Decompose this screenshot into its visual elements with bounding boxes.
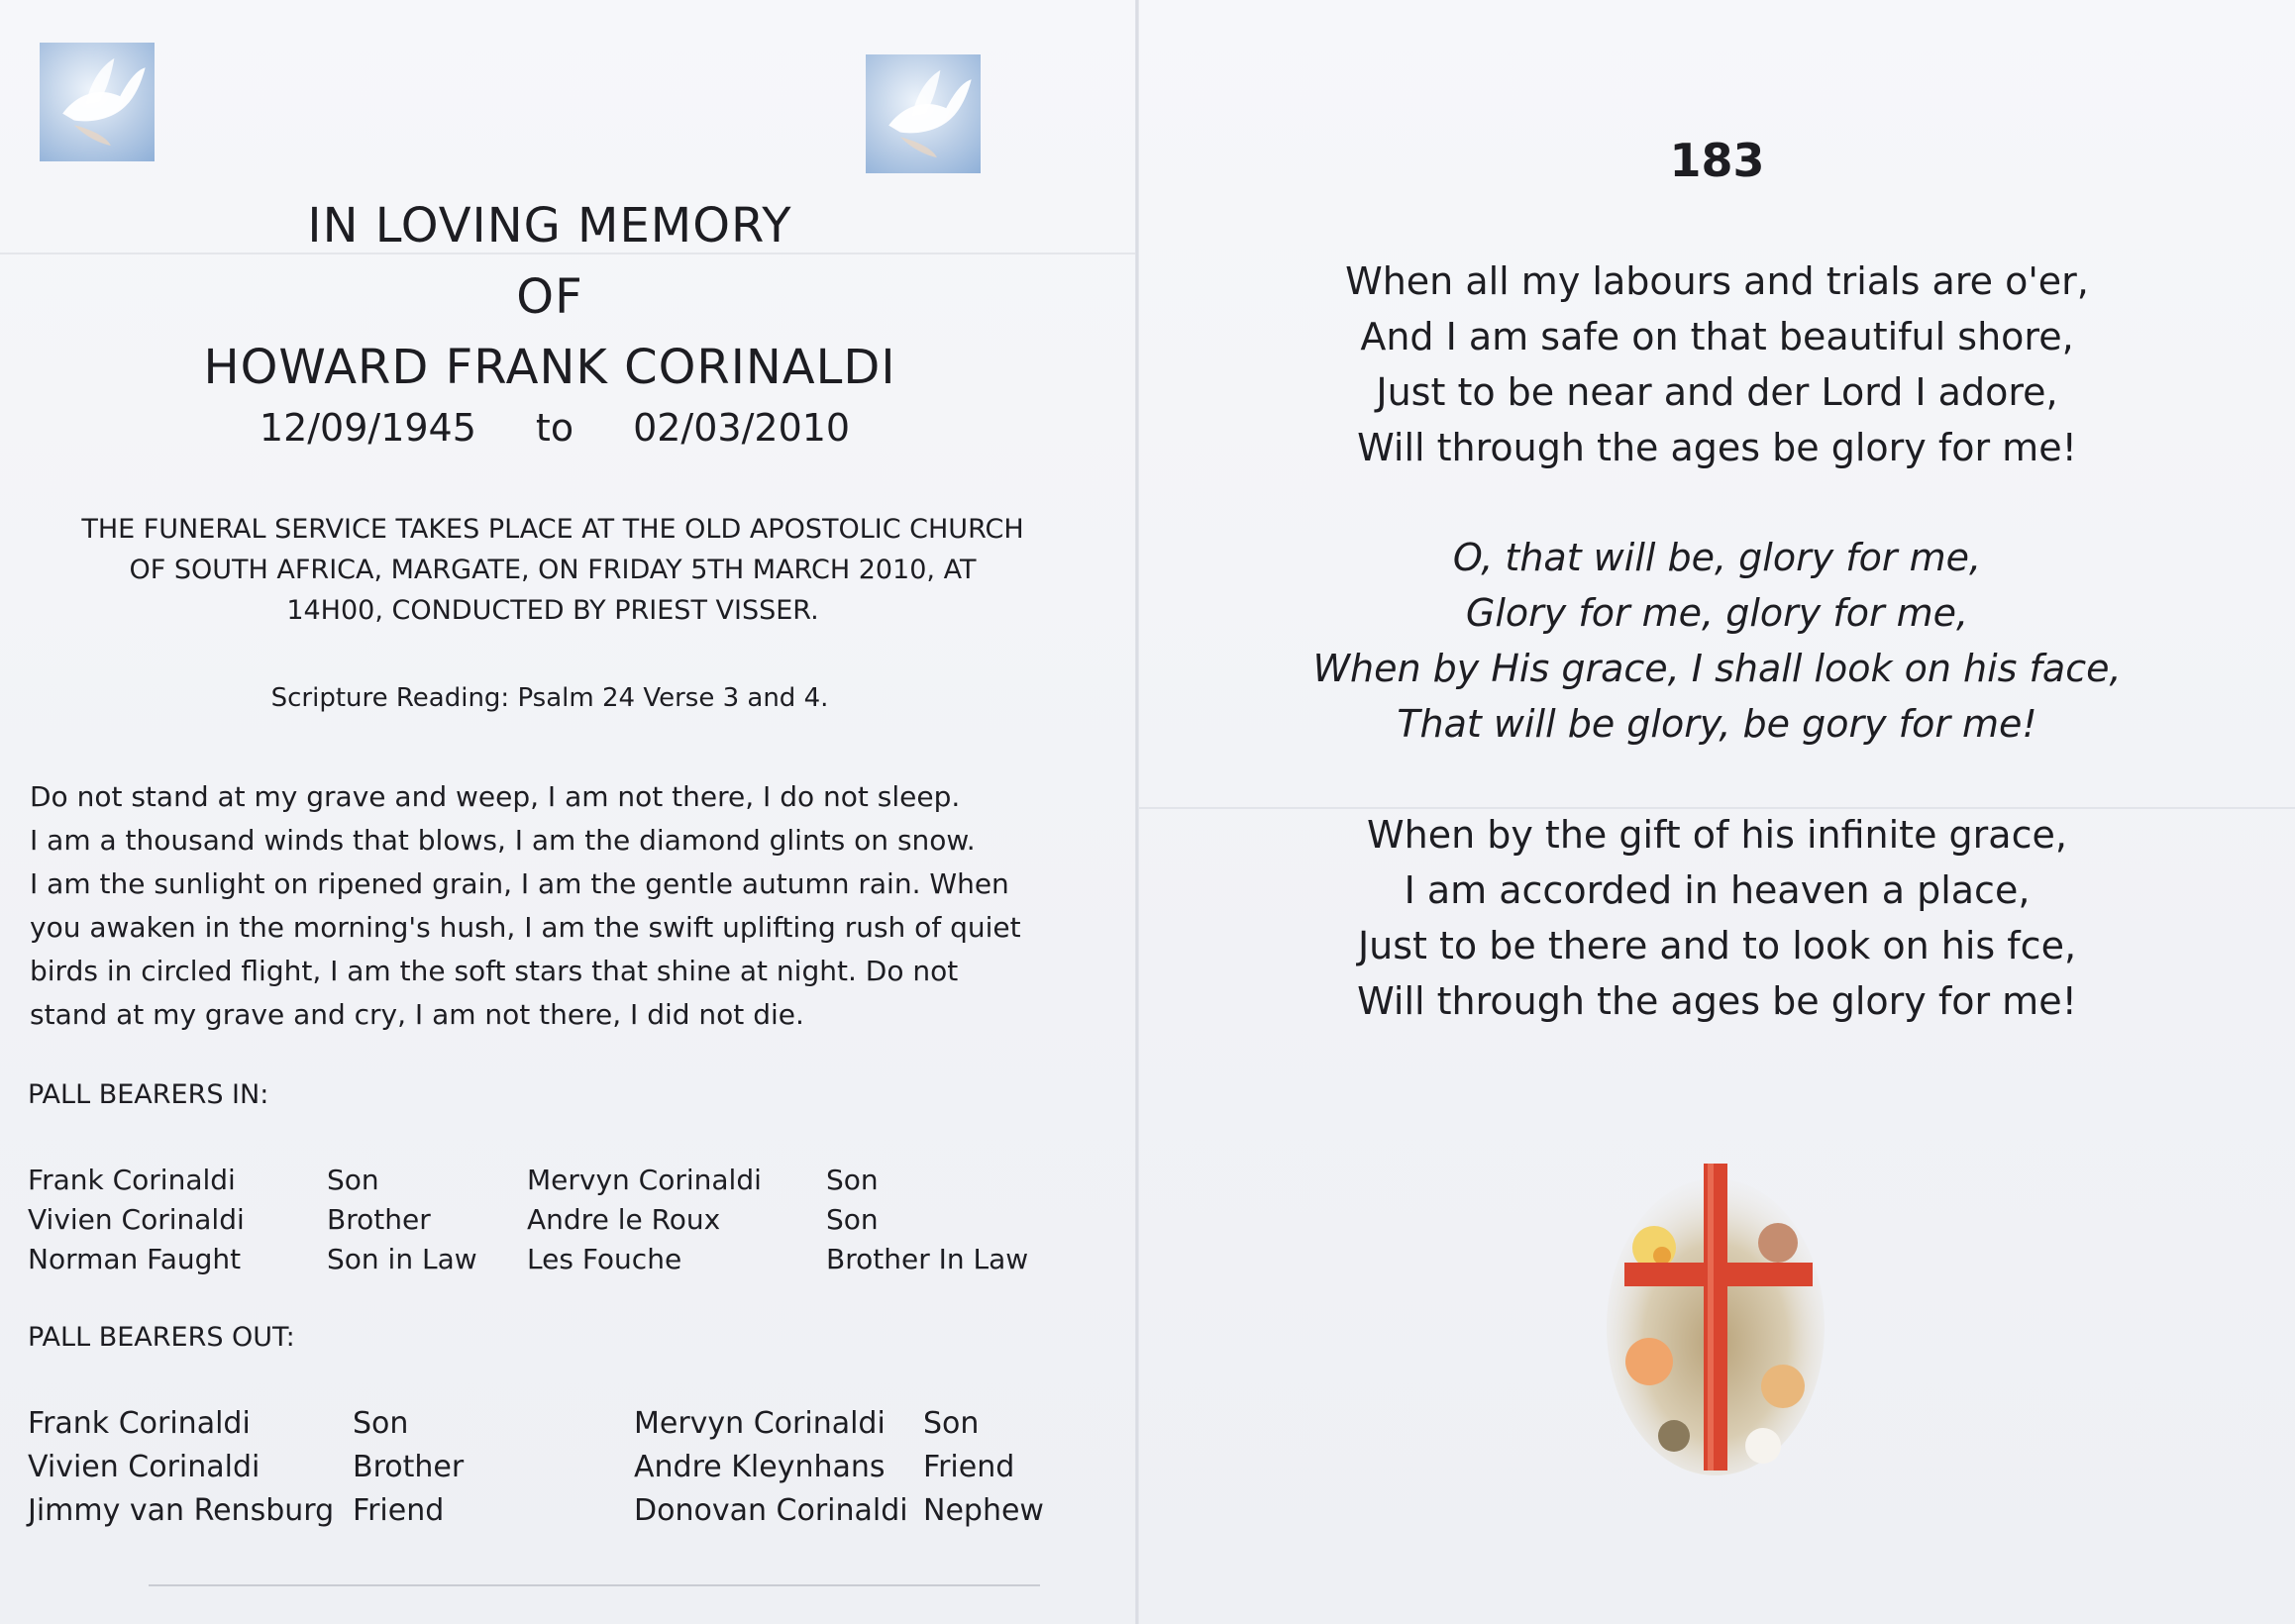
chorus-line: That will be glory, be gory for me! <box>1397 702 2037 746</box>
poem-line: stand at my grave and cry, I am not there, I did not die. <box>30 998 804 1031</box>
date-separator: to <box>535 406 574 450</box>
death-date: 02/03/2010 <box>633 406 851 450</box>
memorial-heading-of: OF <box>516 269 583 325</box>
bearer-relation: Brother In Law <box>826 1243 1029 1275</box>
bearer-relation: Brother <box>327 1203 431 1236</box>
service-line: 14H00, CONDUCTED BY PRIEST VISSER. <box>286 595 819 626</box>
bearer-name: Andre le Roux <box>527 1203 721 1236</box>
poem-line: you awaken in the morning's hush, I am the swift uplifting rush of quiet <box>30 911 1021 944</box>
bearer-relation: Brother <box>353 1450 465 1484</box>
poem-line: I am a thousand winds that blows, I am the diamond glints on snow. <box>30 824 976 857</box>
stanza-line: Will through the ages be glory for me! <box>1357 426 2077 469</box>
dove-icon <box>40 43 155 161</box>
poem-line: I am the sunlight on ripened grain, I am the gentle autumn rain. When <box>30 867 1009 900</box>
cross-with-flowers-icon <box>1605 1149 1827 1475</box>
chorus-line: When by His grace, I shall look on his face, <box>1312 647 2122 690</box>
hymn-number: 183 <box>1669 134 1765 187</box>
bearer-name: Jimmy van Rensburg <box>28 1493 335 1528</box>
bearer-relation: Friend <box>353 1493 445 1528</box>
bearer-name: Donovan Corinaldi <box>634 1493 908 1528</box>
bearer-name: Mervyn Corinaldi <box>634 1406 886 1441</box>
bearer-relation: Son <box>327 1164 379 1196</box>
stanza-line: Will through the ages be glory for me! <box>1357 979 2077 1023</box>
stanza-line: Just to be there and to look on his fce, <box>1357 924 2077 967</box>
divider <box>149 1584 1040 1586</box>
memorial-heading: IN LOVING MEMORY <box>307 198 792 254</box>
poem-line: Do not stand at my grave and weep, I am not there, I do not sleep. <box>30 780 961 813</box>
pall-bearers-in-label: PALL BEARERS IN: <box>28 1079 269 1110</box>
pall-bearers-out-table <box>28 1406 1117 1545</box>
dove-icon <box>866 54 981 173</box>
stanza-line: I am accorded in heaven a place, <box>1404 868 2031 912</box>
chorus-line: Glory for me, glory for me, <box>1465 591 1969 635</box>
stanza-line: And I am safe on that beautiful shore, <box>1360 315 2074 358</box>
bearer-name: Frank Corinaldi <box>28 1406 251 1441</box>
bearer-relation: Son <box>923 1406 980 1441</box>
bearer-relation: Son <box>826 1164 879 1196</box>
memorial-poem <box>30 775 1080 1037</box>
bearer-name: Frank Corinaldi <box>28 1164 236 1196</box>
pall-bearers-in-table <box>28 1164 1117 1292</box>
stanza-line: Just to be near and der Lord I adore, <box>1376 370 2058 414</box>
bearer-name: Andre Kleynhans <box>634 1450 886 1484</box>
bearer-relation: Son <box>826 1203 879 1236</box>
service-details <box>28 509 1078 631</box>
left-page <box>0 0 1137 1624</box>
bearer-name: Vivien Corinaldi <box>28 1203 245 1236</box>
service-line: OF SOUTH AFRICA, MARGATE, ON FRIDAY 5TH MARCH 2010, AT <box>129 555 977 585</box>
bearer-name: Vivien Corinaldi <box>28 1450 261 1484</box>
poem-line: birds in circled flight, I am the soft stars that shine at night. Do not <box>30 955 959 987</box>
stanza-line: When all my labours and trials are o'er, <box>1345 259 2089 303</box>
hymn-stanza <box>1139 807 2295 1029</box>
right-page <box>1139 0 2295 1624</box>
service-line: THE FUNERAL SERVICE TAKES PLACE AT THE OLD APOSTOLIC CHURCH <box>81 514 1024 545</box>
bearer-relation: Son in Law <box>327 1243 477 1275</box>
stanza-line: When by the gift of his infinite grace, <box>1367 813 2067 857</box>
bearer-relation: Nephew <box>923 1493 1044 1528</box>
chorus-line: O, that will be, glory for me, <box>1452 536 1982 579</box>
scripture-reading: Scripture Reading: Psalm 24 Verse 3 and 4. <box>270 683 829 713</box>
hymn-stanza <box>1139 254 2295 475</box>
bearer-relation: Friend <box>923 1450 1015 1484</box>
bearer-name: Mervyn Corinaldi <box>527 1164 762 1196</box>
pall-bearers-out-label: PALL BEARERS OUT: <box>28 1322 295 1353</box>
bearer-name: Norman Faught <box>28 1243 242 1275</box>
bearer-relation: Son <box>353 1406 409 1441</box>
life-dates <box>0 406 1109 450</box>
deceased-name: HOWARD FRANK CORINALDI <box>203 340 896 395</box>
birth-date: 12/09/1945 <box>259 406 476 450</box>
hymn-chorus <box>1139 530 2295 752</box>
bearer-name: Les Fouche <box>527 1243 682 1275</box>
